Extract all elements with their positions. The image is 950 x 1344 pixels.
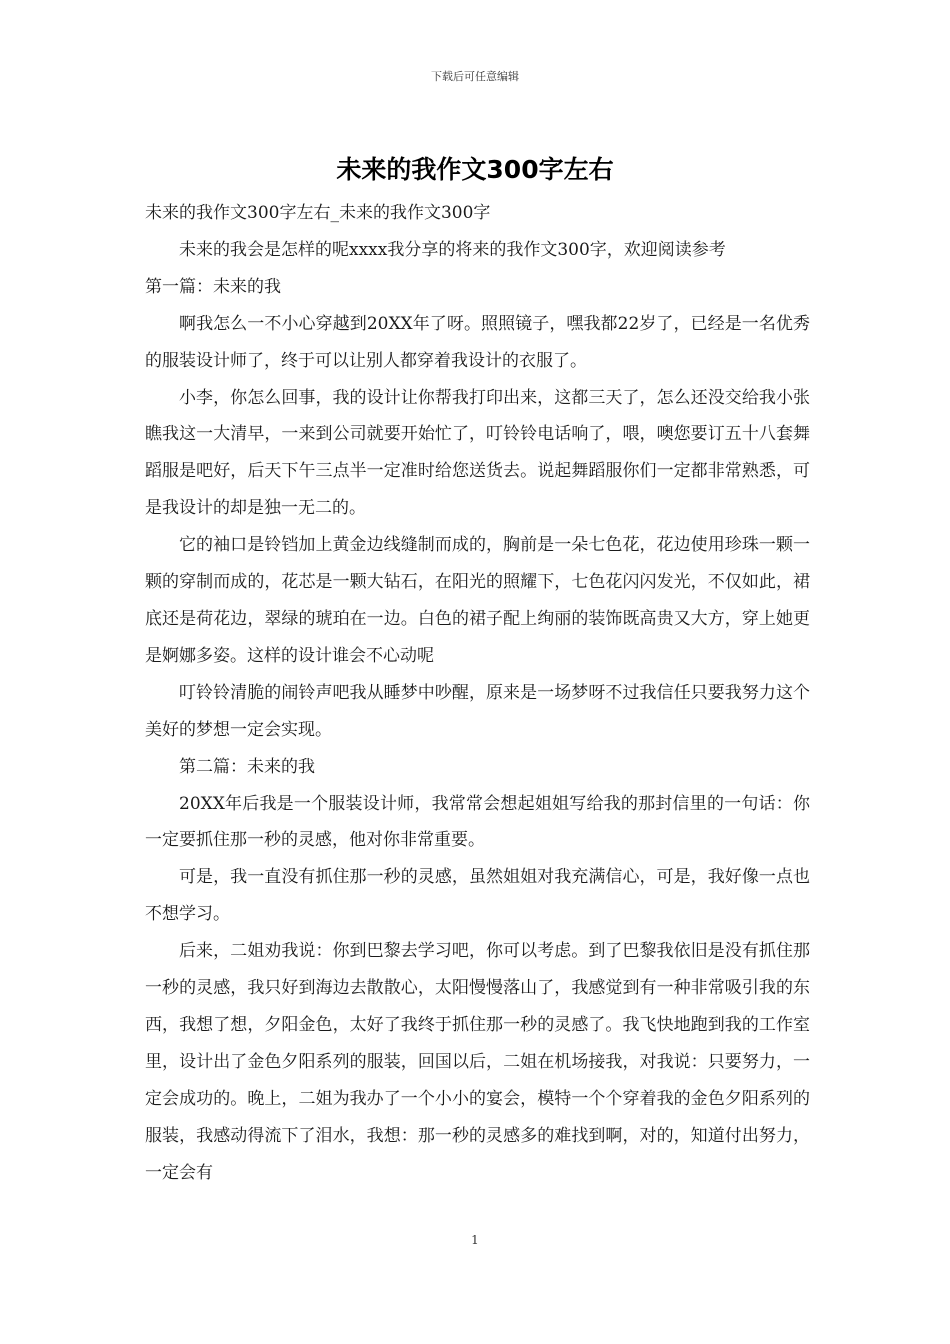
paragraph: 啊我怎么一不小心穿越到20XX年了呀。照照镜子，嘿我都22岁了，已经是一名优秀的服装设计师了，终于可以让别人都穿着我设计的衣服了。: [145, 313, 810, 371]
page-number: 1: [471, 1233, 479, 1247]
section-heading: 第二篇：未来的我: [179, 756, 315, 777]
paragraph: 它的袖口是铃铛加上黄金边线缝制而成的，胸前是一朵七色花，花边使用珍珠一颗一颗的穿制而成的，花芯是一颗大钻石，在阳光的照耀下，七色花闪闪发光，不仅如此，裙底还是荷花边，翠绿的琥珀在一边。白色的裙子配上绚丽的装饰既高贵又大方，穿上她更是婀娜多姿。这样的设计谁会不心动呢: [145, 535, 810, 666]
paragraph: 20XX年后我是一个服装设计师，我常常会想起姐姐写给我的那封信里的一句话：你一定要抓住那一秒的灵感，他对你非常重要。: [145, 793, 810, 851]
header-note: 下载后可任意编辑: [431, 70, 519, 83]
section-heading: 第一篇：未来的我: [145, 276, 281, 297]
paragraph: 可是，我一直没有抓住那一秒的灵感，虽然姐姐对我充满信心，可是，我好像一点也不想学习。: [145, 867, 810, 925]
document-title: 未来的我作文300字左右: [336, 155, 614, 184]
paragraph: 未来的我作文300字左右_未来的我作文300字: [145, 203, 491, 223]
paragraph: 叮铃铃清脆的闹铃声吧我从睡梦中吵醒，原来是一场梦呀不过我信任只要我努力这个美好的梦想一定会实现。: [145, 682, 810, 740]
paragraph: 未来的我会是怎样的呢xxxx我分享的将来的我作文300字，欢迎阅读参考: [179, 239, 726, 260]
document-body: [145, 195, 810, 1191]
paragraph: 后来，二姐劝我说：你到巴黎去学习吧，你可以考虑。到了巴黎我依旧是没有抓住那一秒的灵感，我只好到海边去散散心，太阳慢慢落山了，我感觉到有一种非常吸引我的东西，我想了想，夕阳金色，太好了我终于抓住那一秒的灵感了。我飞快地跑到我的工作室里，设计出了金色夕阳系列的服装，回国以后，二姐在机场接我，对我说：只要努力，一定会成功的。晚上，二姐为我办了一个小小的宴会，模特一个个穿着我的金色夕阳系列的服装，我感动得流下了泪水，我想：那一秒的灵感多的难找到啊，对的，知道付出努力，一定会有: [145, 941, 810, 1183]
paragraph: 小李，你怎么回事，我的设计让你帮我打印出来，这都三天了，怎么还没交给我小张瞧我这一大清早，一来到公司就要开始忙了，叮铃铃电话响了，喂，噢您要订五十八套舞蹈服是吧好，后天下午三点半一定准时给您送货去。说起舞蹈服你们一定都非常熟悉，可是我设计的却是独一无二的。: [145, 387, 810, 519]
